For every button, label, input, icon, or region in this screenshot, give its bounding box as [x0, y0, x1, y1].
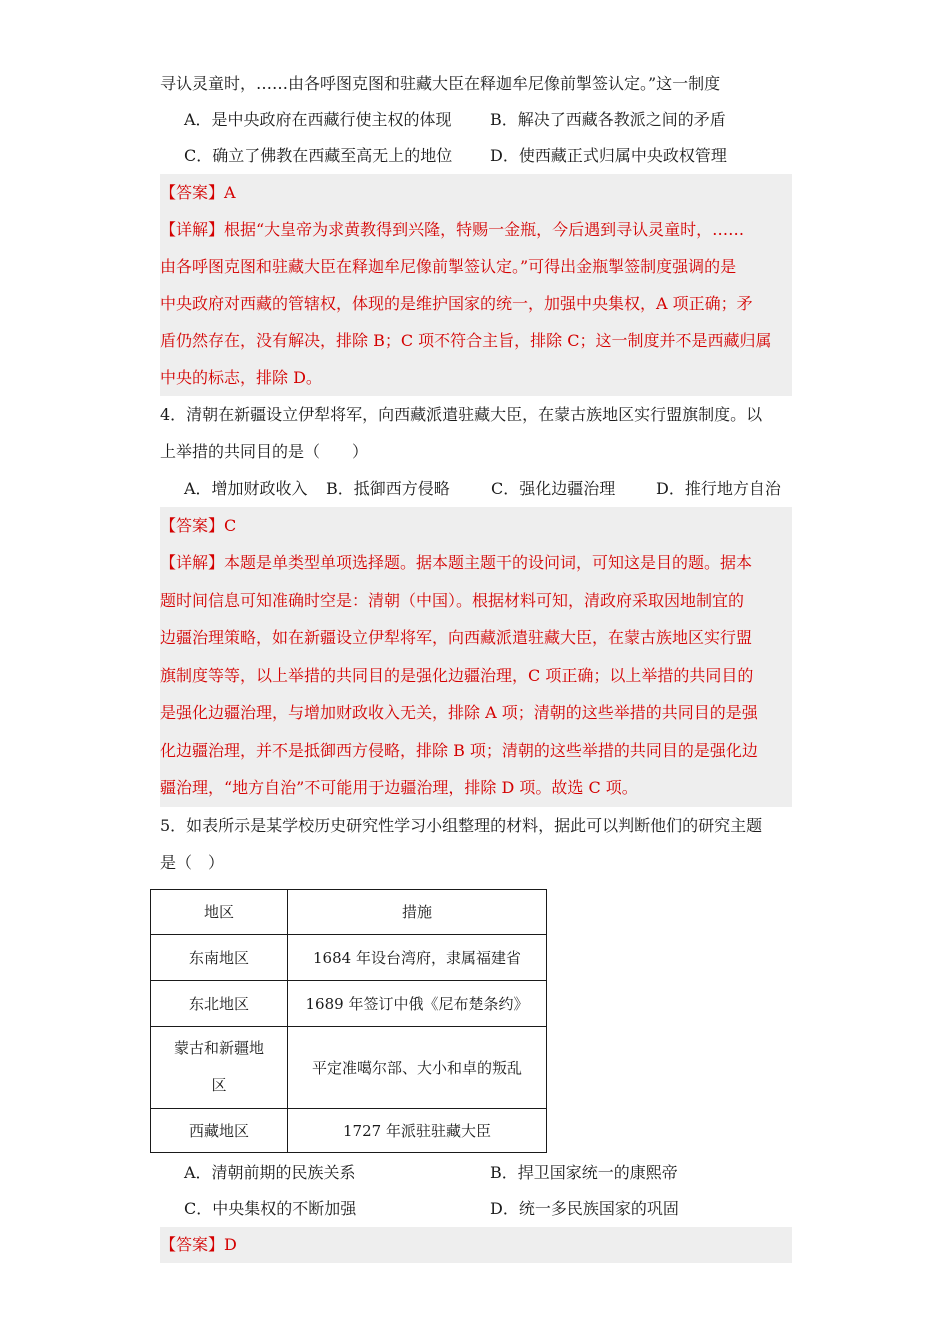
- q3-stem-tail: 寻认灵童时，……由各呼图克图和驻藏大臣在释迦牟尼像前掣签认定。”这一制度: [160, 74, 721, 93]
- q5-option-a: A．清朝前期的民族关系: [184, 1162, 356, 1182]
- q3-answer: 【答案】A: [160, 183, 236, 202]
- q4-option-a: A．增加财政收入: [184, 479, 308, 498]
- q4-detail-line: 旗制度等等，以上举措的共同目的是强化边疆治理，C 项正确；以上举措的共同目的: [160, 665, 754, 685]
- table-row: [151, 934, 547, 980]
- q3-option-c: C．确立了佛教在西藏至高无上的地位: [184, 146, 453, 165]
- q5-option-c: C．中央集权的不断加强: [184, 1198, 357, 1218]
- q4-detail-line: 是强化边疆治理，与增加财政收入无关，排除 A 项；清朝的这些举措的共同目的是强: [160, 703, 758, 722]
- q3-answer-block: [160, 174, 792, 396]
- q4-stem-line: 4．清朝在新疆设立伊犁将军，向西藏派遣驻藏大臣，在蒙古族地区实行盟旗制度。以: [160, 405, 763, 424]
- q5-answer-block: [160, 1227, 792, 1263]
- q4-detail-line: 【详解】本题是单类型单项选择题。据本题主题干的设问词，可知这是目的题。据本: [160, 553, 753, 572]
- q4-detail-line: 题时间信息可知准确时空是：清朝（中国）。根据材料可知，清政府采取因地制宜的: [160, 590, 745, 610]
- table-cell-region-line: 区: [211, 1076, 227, 1094]
- q5-stem-line: 是（ ）: [160, 852, 225, 872]
- q5-stem-line: 5．如表所示是某学校历史研究性学习小组整理的材料，据此可以判断他们的研究主题: [160, 815, 763, 835]
- q4-detail-line: 边疆治理策略，如在新疆设立伊犁将军，向西藏派遣驻藏大臣，在蒙古族地区实行盟: [160, 628, 753, 647]
- q4-detail-line: 化边疆治理，并不是抵御西方侵略，排除 B 项；清朝的这些举措的共同目的是强化边: [160, 740, 758, 760]
- table-row: [151, 1026, 547, 1108]
- q3-options-row-1: [160, 102, 792, 138]
- table-row: [151, 980, 547, 1026]
- q4-answer-block: [160, 507, 792, 807]
- q4-detail-line: 疆治理，“地方自治”不可能用于边疆治理，排除 D 项。故选 C 项。: [160, 778, 638, 797]
- table-cell-region: 东北地区: [151, 980, 288, 1026]
- table-header-measure: 措施: [288, 889, 547, 934]
- table-cell-region: [151, 1026, 288, 1108]
- q5-options-row-2: [160, 1191, 792, 1227]
- q4-option-d: D．推行地方自治: [656, 479, 781, 498]
- q4-options-row: [160, 470, 792, 507]
- q5-answer: 【答案】D: [160, 1234, 237, 1254]
- q5-options-row-1: [160, 1155, 792, 1191]
- table-header-region: 地区: [151, 889, 288, 934]
- q4-answer: 【答案】C: [160, 516, 237, 535]
- q3-detail-line: 盾仍然存在，没有解决，排除 B；C 项不符合主旨，排除 C；这一制度并不是西藏归属: [160, 331, 772, 350]
- document-page: [160, 66, 792, 1263]
- q4-option-c: C．强化边疆治理: [491, 479, 616, 498]
- table-cell-measure: 1689 年签订中俄《尼布楚条约》: [288, 980, 547, 1026]
- q5-material-table: [150, 889, 547, 1153]
- q5-option-d: D．统一多民族国家的巩固: [490, 1198, 679, 1218]
- q5-option-b: B．捍卫国家统一的康熙帝: [490, 1162, 678, 1182]
- q3-detail-line: 中央政府对西藏的管辖权，体现的是维护国家的统一，加强中央集权，A 项正确；矛: [160, 294, 753, 313]
- q3-detail-line: 【详解】根据“大皇帝为求黄教得到兴隆，特赐一金瓶，今后遇到寻认灵童时，……: [160, 220, 745, 239]
- table-header-row: [151, 889, 547, 934]
- table-cell-measure: 1684 年设台湾府，隶属福建省: [288, 934, 547, 980]
- q4-stem-line: 上举措的共同目的是（ ）: [160, 442, 369, 461]
- table-cell-region: 西藏地区: [151, 1108, 288, 1152]
- q3-detail-line: 由各呼图克图和驻藏大臣在释迦牟尼像前掣签认定。”可得出金瓶掣签制度强调的是: [160, 257, 737, 276]
- q3-option-b: B．解决了西藏各教派之间的矛盾: [490, 110, 726, 129]
- q3-options-row-2: [160, 138, 792, 174]
- table-cell-measure: 1727 年派驻驻藏大臣: [288, 1108, 547, 1152]
- q3-option-d: D．使西藏正式归属中央政权管理: [490, 146, 727, 165]
- table-cell-region: 东南地区: [151, 934, 288, 980]
- table-cell-measure: 平定准噶尔部、大小和卓的叛乱: [288, 1026, 547, 1108]
- q3-option-a: A．是中央政府在西藏行使主权的体现: [184, 110, 452, 129]
- q4-option-b: B．抵御西方侵略: [326, 479, 450, 498]
- table-cell-region-line: 蒙古和新疆地: [173, 1039, 264, 1057]
- q3-detail-line: 中央的标志，排除 D。: [160, 368, 322, 387]
- table-row: [151, 1108, 547, 1152]
